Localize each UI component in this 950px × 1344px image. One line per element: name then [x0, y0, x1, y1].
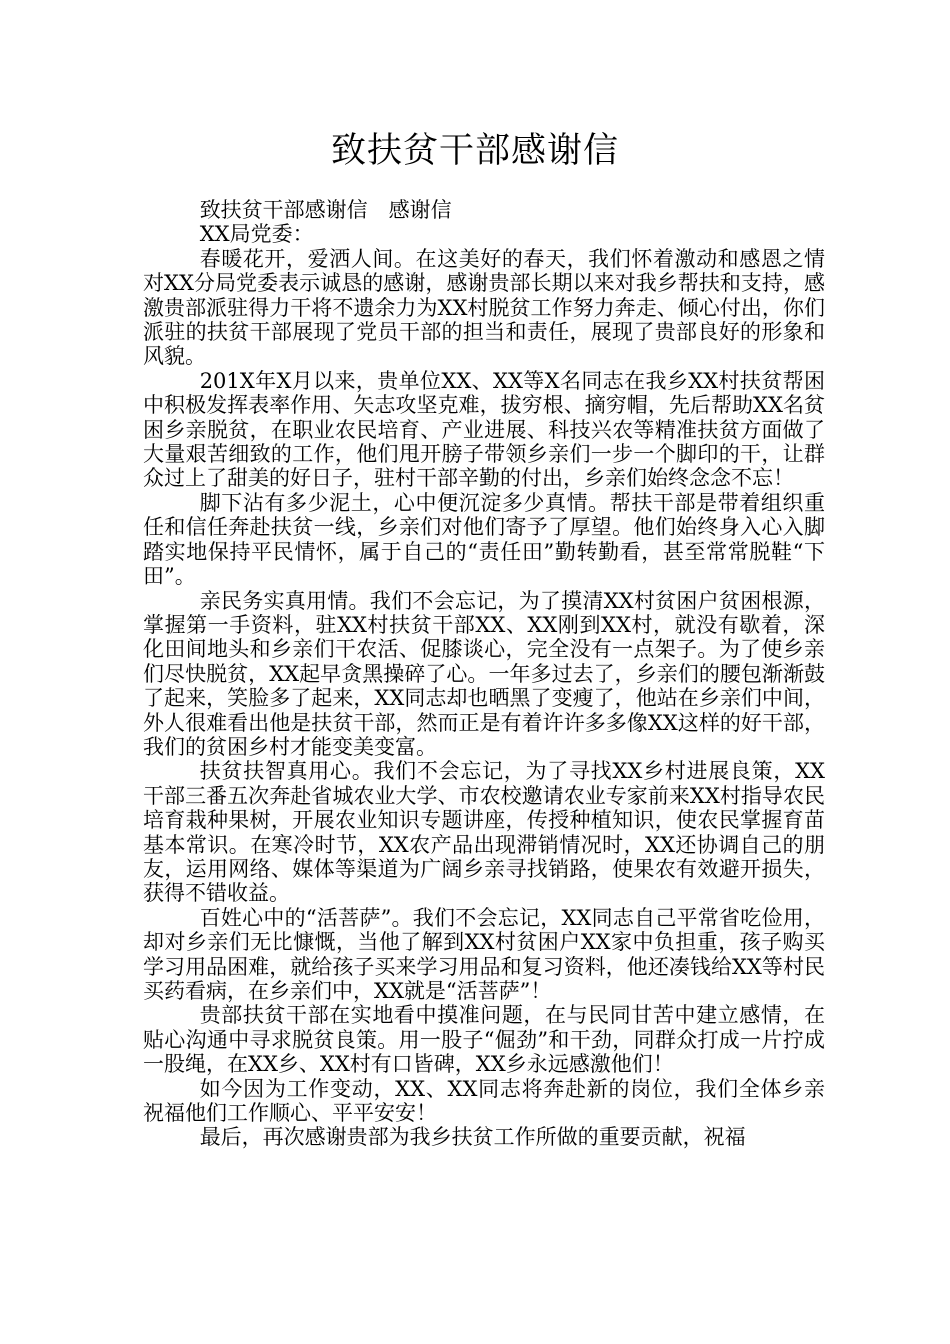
paragraph-farewell: 如今因为工作变动，XX、XX同志将奔赴新的岗位，我们全体乡亲祝福他们工作顺心、平平安安！ — [143, 1076, 825, 1126]
paragraph-closing: 最后，再次感谢贵部为我乡扶贫工作所做的重要贡献，祝福 — [199, 1125, 746, 1150]
paragraph-opening: 春暖花开，爱洒人间。在这美好的春天，我们怀着激动和感恩之情对XX分局党委表示诚恳的感谢，感谢贵部长期以来对我乡帮扶和支持，感激贵部派驻得力干将不遗余力为XX村脱贫工作努力奔走、倾心付出，你们派驻的扶贫干部展现了党员干部的担当和责任，展现了贵部良好的形象和风貌。 — [143, 246, 825, 369]
paragraph-dedication: 脚下沾有多少泥土，心中便沉淀多少真情。帮扶干部是带着组织重任和信任奔赴扶贫一线，乡亲们对他们寄予了厚望。他们始终身入心入脚踏实地保持平民情怀，属于自己的“责任田”勤转勤看，甚至常常脱鞋“下田”。 — [143, 490, 825, 589]
paragraph-praise: 贵部扶贫干部在实地看中摸准问题，在与民同甘苦中建立感情，在贴心沟通中寻求脱贫良策。用一股子“倔劲”和干劲，同群众打成一片拧成一股绳，在XX乡、XX村有口皆碑，XX乡永远感激他们！ — [143, 1003, 825, 1077]
paragraph-heading-line: 致扶贫干部感谢信 感谢信 — [199, 198, 452, 222]
letter-body — [143, 198, 825, 1150]
paragraph-close-to-people: 亲民务实真用情。我们不会忘记，为了摸清XX村贫困户贫困根源，掌握第一手资料，驻XX村扶贫干部XX、XX刚到XX村，就没有歇着，深化田间地头和乡亲们干农活、促膝谈心，完全没有一点架子。为了使乡亲们尽快脱贫，XX起早贪黑操碎了心。一年多过去了，乡亲们的腰包渐渐鼓了起来，笑脸多了起来，XX同志却也晒黑了变瘦了，他站在乡亲们中间，外人很难看出他是扶贫干部，然而正是有着许许多多像XX这样的好干部，我们的贫困乡村才能变美变富。 — [143, 588, 825, 759]
paragraph-knowledge-aid: 扶贫扶智真用心。我们不会忘记，为了寻找XX乡村进展良策，XX干部三番五次奔赴省城农业大学、市农校邀请农业专家前来XX村指导农民培育栽种果树，开展农业知识专题讲座，传授种植知识，使农民掌握育苗基本常识。在寒冷时节，XX农产品出现滞销情况时，XX还协调自己的朋友，运用网络、媒体等渠道为广阔乡亲寻找销路，使果农有效避开损失，获得不错收益。 — [143, 759, 825, 906]
paragraph-kindness: 百姓心中的“活菩萨”。我们不会忘记，XX同志自己平常省吃俭用，却对乡亲们无比慷慨，当他了解到XX村贫困户XX家中负担重，孩子购买学习用品困难，就给孩子买来学习用品和复习资料，他还凑钱给XX等村民买药看病，在乡亲们中，XX就是“活菩萨”！ — [143, 905, 825, 1003]
paragraph-achievements: 201X年X月以来，贵单位XX、XX等X名同志在我乡XX村扶贫帮困中积极发挥表率作用、矢志攻坚克难，拔穷根、摘穷帽，先后帮助XX名贫困乡亲脱贫，在职业农民培育、产业进展、科技兴农等精准扶贫方面做了大量艰苦细致的工作，他们甩开膀子带领乡亲们一步一个脚印的干，让群众过上了甜美的好日子，驻村干部辛勤的付出，乡亲们始终念念不忘！ — [143, 368, 825, 491]
paragraph-salutation: XX局党委： — [199, 222, 314, 247]
document-title: 致扶贫干部感谢信 — [330, 131, 619, 171]
